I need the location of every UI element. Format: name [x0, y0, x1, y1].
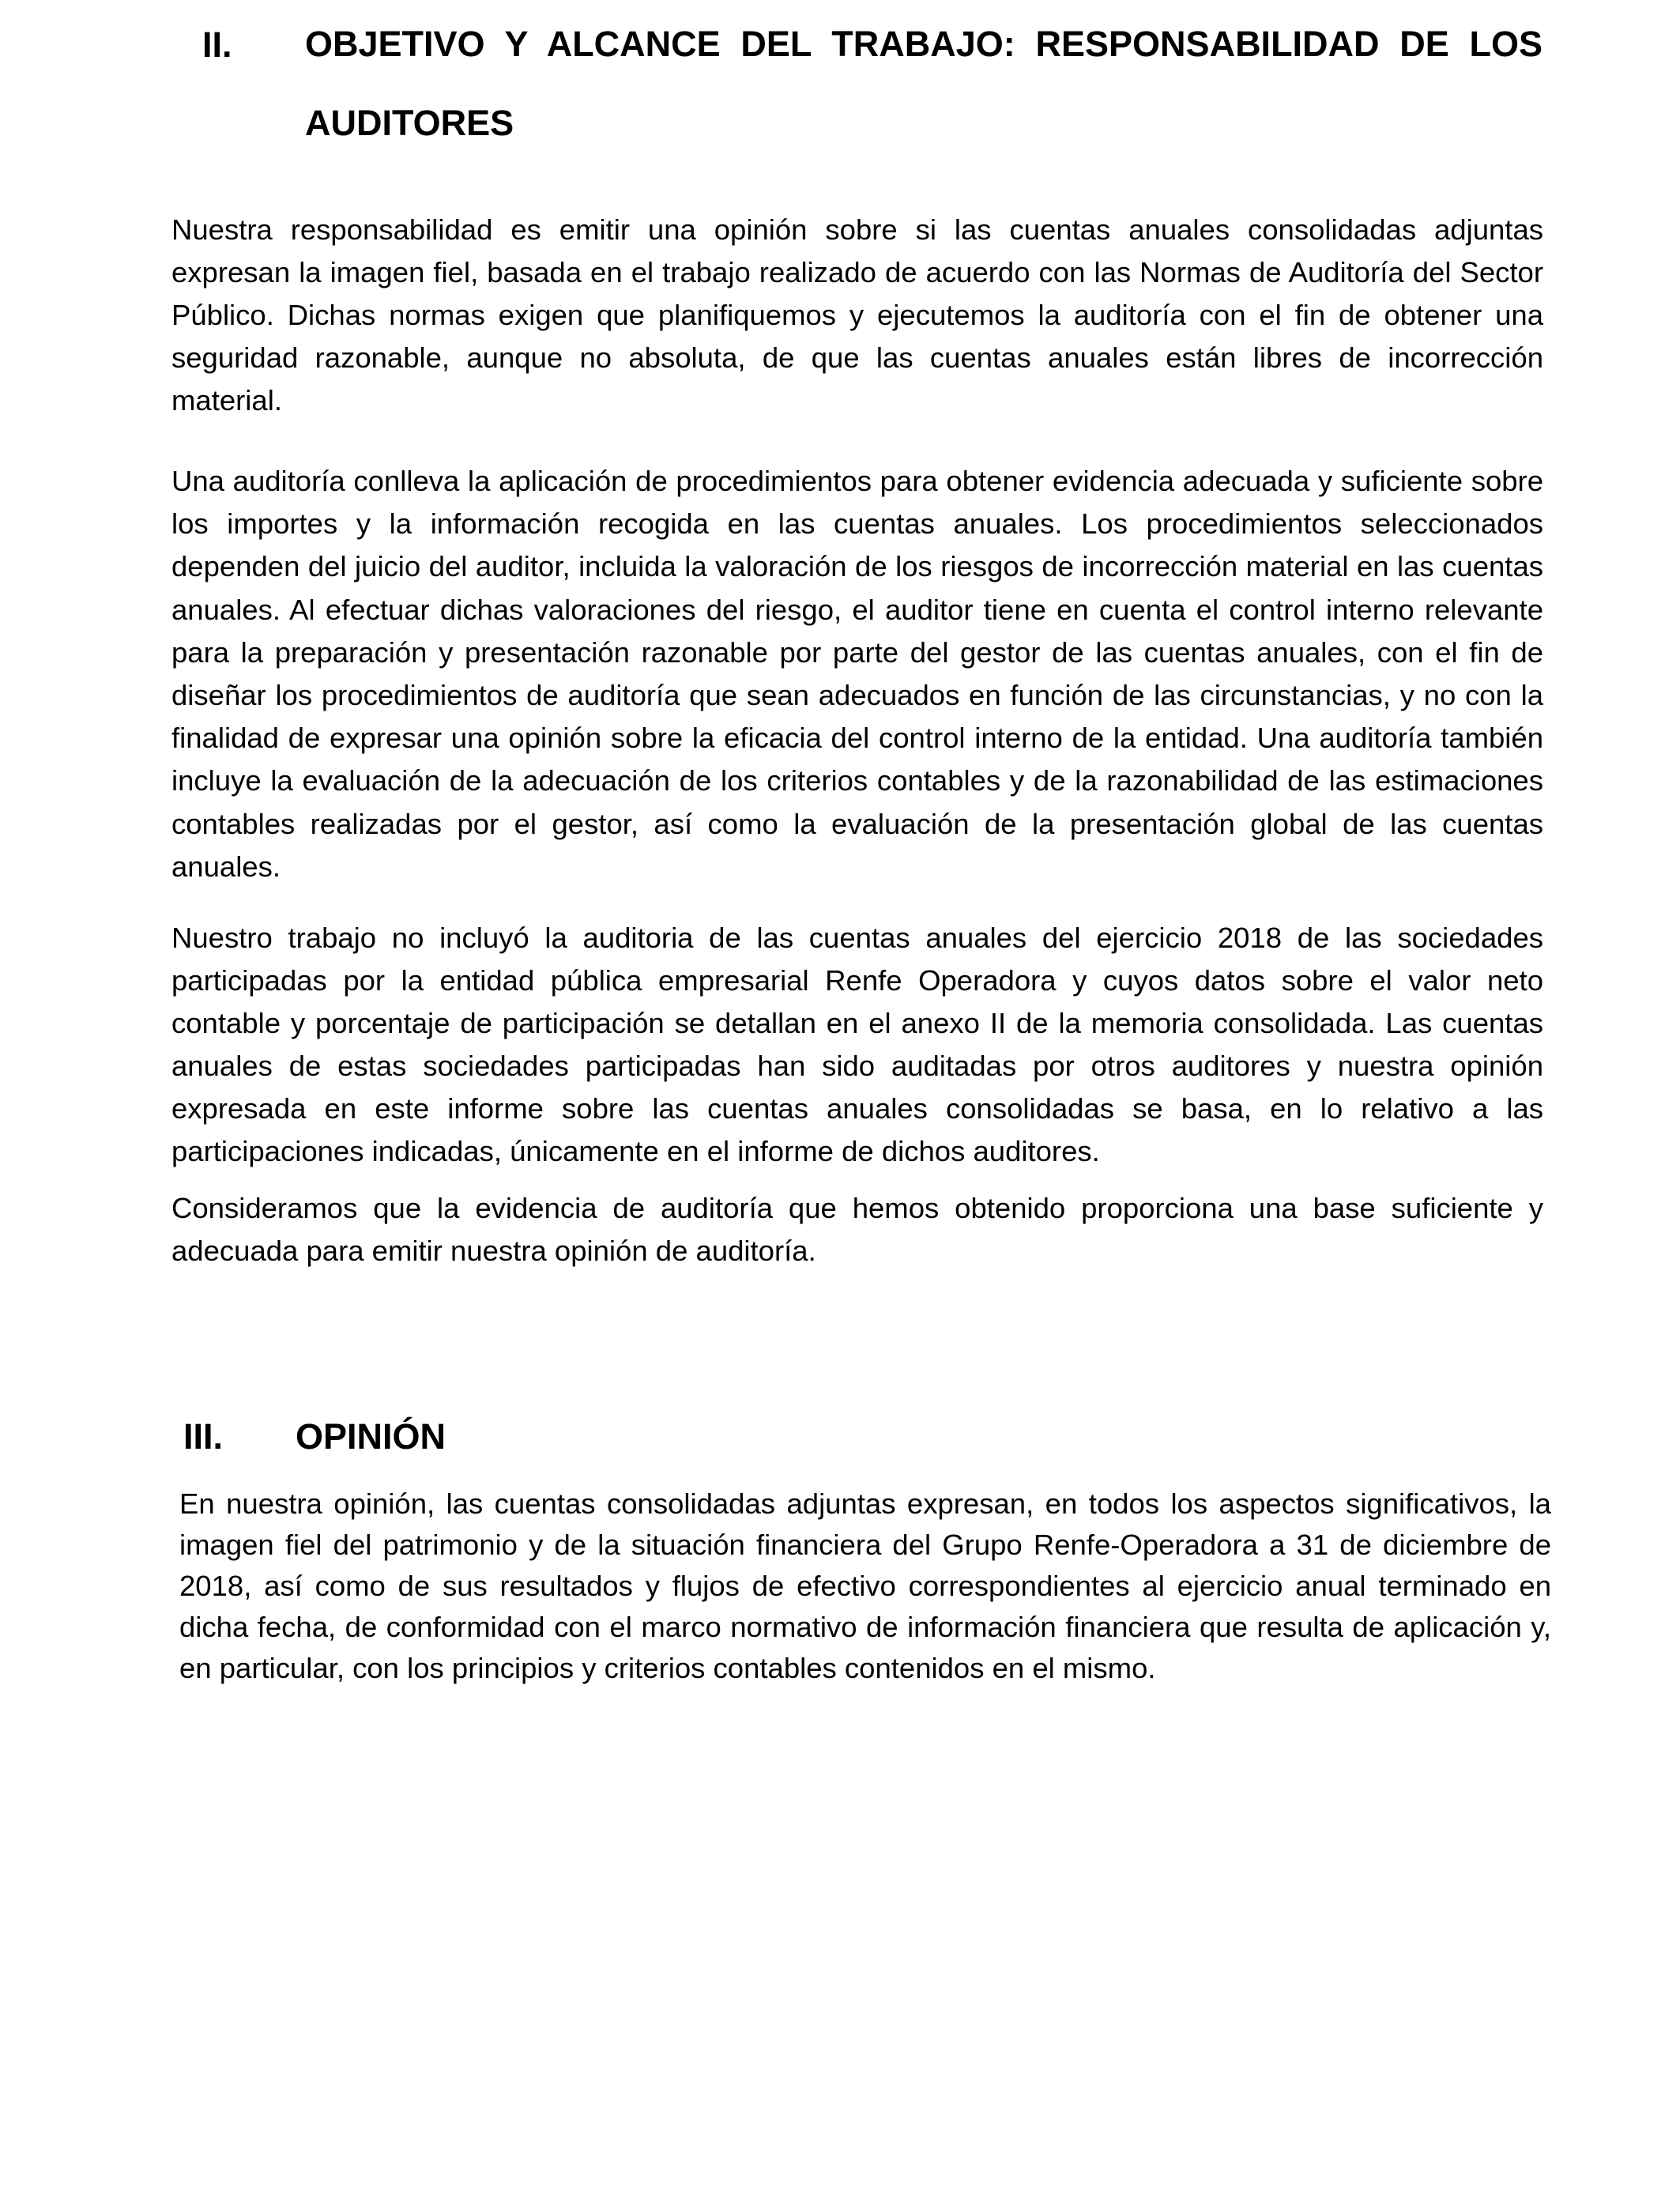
paragraph-evidencia: Consideramos que la evidencia de auditoría que hemos obtenido proporciona una base suficiente y adecuada para emitir nuestra opinión de auditoría. [171, 1192, 1543, 1267]
section-number: II. [202, 25, 232, 65]
section-heading-opinion [183, 1416, 816, 1466]
paragraph-responsabilidad: Nuestra responsabilidad es emitir una opinión sobre si las cuentas anuales consolidadas adjuntas expresan la imagen fiel, basada en el trabajo realizado de acuerdo con las Normas de Auditoría del Sector Público. Dichas normas exigen que planifiquemos y ejecutemos la auditoría con el fin de obtener una seguridad razonable, aunque no absoluta, de que las cuentas anuales están libres de incorrección material. [171, 213, 1543, 417]
section-title: OPINIÓN [296, 1416, 446, 1457]
paragraph-opinion: En nuestra opinión, las cuentas consolidadas adjuntas expresan, en todos los aspectos significativos, la imagen fiel del patrimonio y de la situación financiera del Grupo Renfe-Operadora a 31 de diciembre de 2018, así como de sus resultados y flujos de efectivo correspondientes al ejercicio anual terminado en dicha fecha, de conformidad con el marco normativo de información financiera que resulta de aplicación y, en particular, con los principios y criterios contables contenidos en el mismo. [179, 1487, 1551, 1684]
section-title [305, 5, 1543, 163]
section-number: III. [183, 1416, 224, 1457]
paragraph-procedimientos: Una auditoría conlleva la aplicación de procedimientos para obtener evidencia adecuada y suficiente sobre los importes y la información recogida en las cuentas anuales. Los procedimientos seleccionados dependen del juicio del auditor, incluida la valoración de los riesgos de incorrección material en las cuentas anuales. Al efectuar dichas valoraciones del riesgo, el auditor tiene en cuenta el control interno relevante para la preparación y presentación razonable por parte del gestor de las cuentas anuales, con el fin de diseñar los procedimientos de auditoría que sean adecuados en función de las circunstancias, y no con la finalidad de expresar una opinión sobre la eficacia del control interno de la entidad. Una auditoría también incluye la evaluación de la adecuación de los criterios contables y de la razonabilidad de las estimaciones contables realizadas por el gestor, así como la evaluación de la presentación global de las cuentas anuales. [171, 465, 1543, 883]
section-title-line-1: OBJETIVO Y ALCANCE DEL TRABAJO: RESPONSABILIDAD DE LOS [305, 24, 1543, 64]
paragraph-alcance-participadas: Nuestro trabajo no incluyó la auditoria de las cuentas anuales del ejercicio 2018 de las sociedades participadas por la entidad pública empresarial Renfe Operadora y cuyos datos sobre el valor neto contable y porcentaje de participación se detallan en el anexo II de la memoria consolidada. Las cuentas anuales de estas sociedades participadas han sido auditadas por otros auditores y nuestra opinión expresada en este informe sobre las cuentas anuales consolidadas se basa, en lo relativo a las participaciones indicadas, únicamente en el informe de dichos auditores. [171, 922, 1543, 1167]
section-title-line-2: AUDITORES [305, 103, 514, 143]
section-heading-objetivo [202, 24, 1543, 153]
